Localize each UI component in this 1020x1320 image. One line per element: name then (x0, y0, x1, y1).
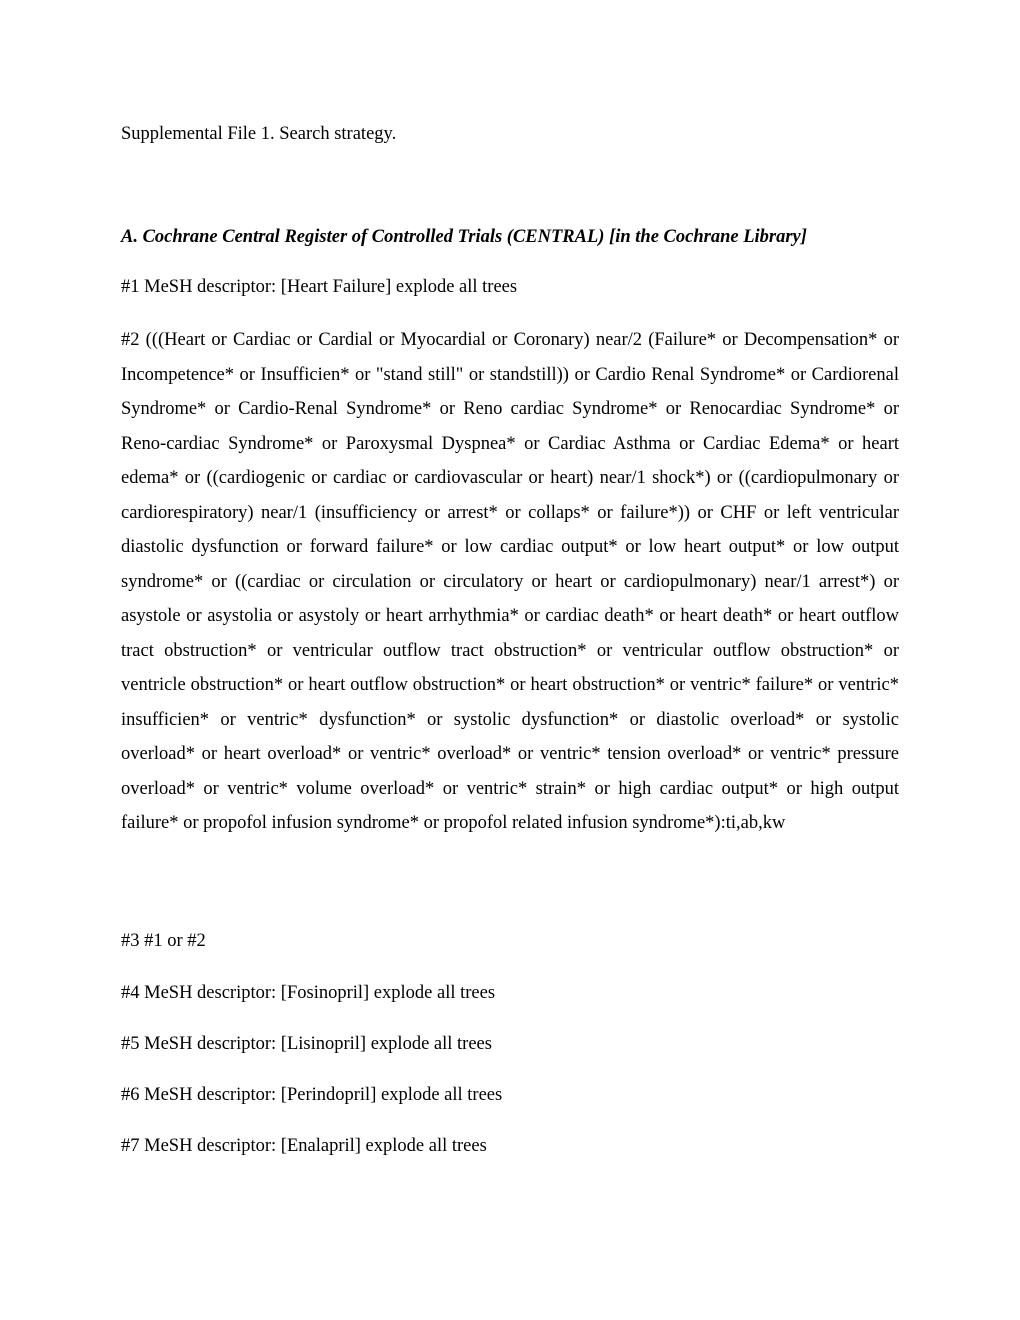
search-line-6: #6 MeSH descriptor: [Perindopril] explode all trees (121, 1085, 503, 1105)
section-heading: A. Cochrane Central Register of Controlled Trials (CENTRAL) [in the Cochrane Library] (121, 227, 807, 247)
search-line-4: #4 MeSH descriptor: [Fosinopril] explode all trees (121, 983, 496, 1003)
search-line-5: #5 MeSH descriptor: [Lisinopril] explode all trees (121, 1034, 492, 1054)
document-title: Supplemental File 1. Search strategy. (121, 124, 397, 144)
search-line-2: #2 (((Heart or Cardiac or Cardial or Myocardial or Coronary) near/2 (Failure* or Decompensation* or Incompetence* or Insufficien* or "stand still" or standstill)) or Cardio Renal Syndrome* or Cardiorenal Syndrome* or Cardio-Renal Syndrome* or Reno cardiac Syndrome* or Renocardiac Syndrome* or Reno-cardiac Syndrome* or Paroxysmal Dyspnea* or Cardiac Asthma or Cardiac Edema* or heart edema* or ((cardiogenic or cardiac or cardiovascular or heart) near/1 shock*) or ((cardiopulmonary or cardiorespiratory) near/1 (insufficiency or arrest* or collaps* or failure*)) or CHF or left ventricular diastolic dysfunction or forward failure* or low cardiac output* or low heart output* or low output syndrome* or ((cardiac or circulation or circulatory or heart or cardiopulmonary) near/1 arrest*) or asystole or asystolia or asystoly or heart arrhythmia* or cardiac death* or heart death* or heart outflow tract obstruction* or ventricular outflow tract obstruction* or ventricular outflow obstruction* or ventricle obstruction* or heart outflow obstruction* or heart obstruction* or ventric* failure* or ventric* insufficien* or ventric* dysfunction* or systolic dysfunction* or diastolic overload* or systolic overload* or heart overload* or ventric* overload* or ventric* tension overload* or ventric* pressure overload* or ventric* volume overload* or ventric* strain* or high cardiac output* or high output failure* or propofol infusion syndrome* or propofol related infusion syndrome*):ti,ab,kw (121, 330, 899, 833)
search-line-1: #1 MeSH descriptor: [Heart Failure] explode all trees (121, 277, 518, 297)
search-line-7: #7 MeSH descriptor: [Enalapril] explode all trees (121, 1136, 487, 1156)
search-line-3: #3 #1 or #2 (121, 931, 206, 951)
